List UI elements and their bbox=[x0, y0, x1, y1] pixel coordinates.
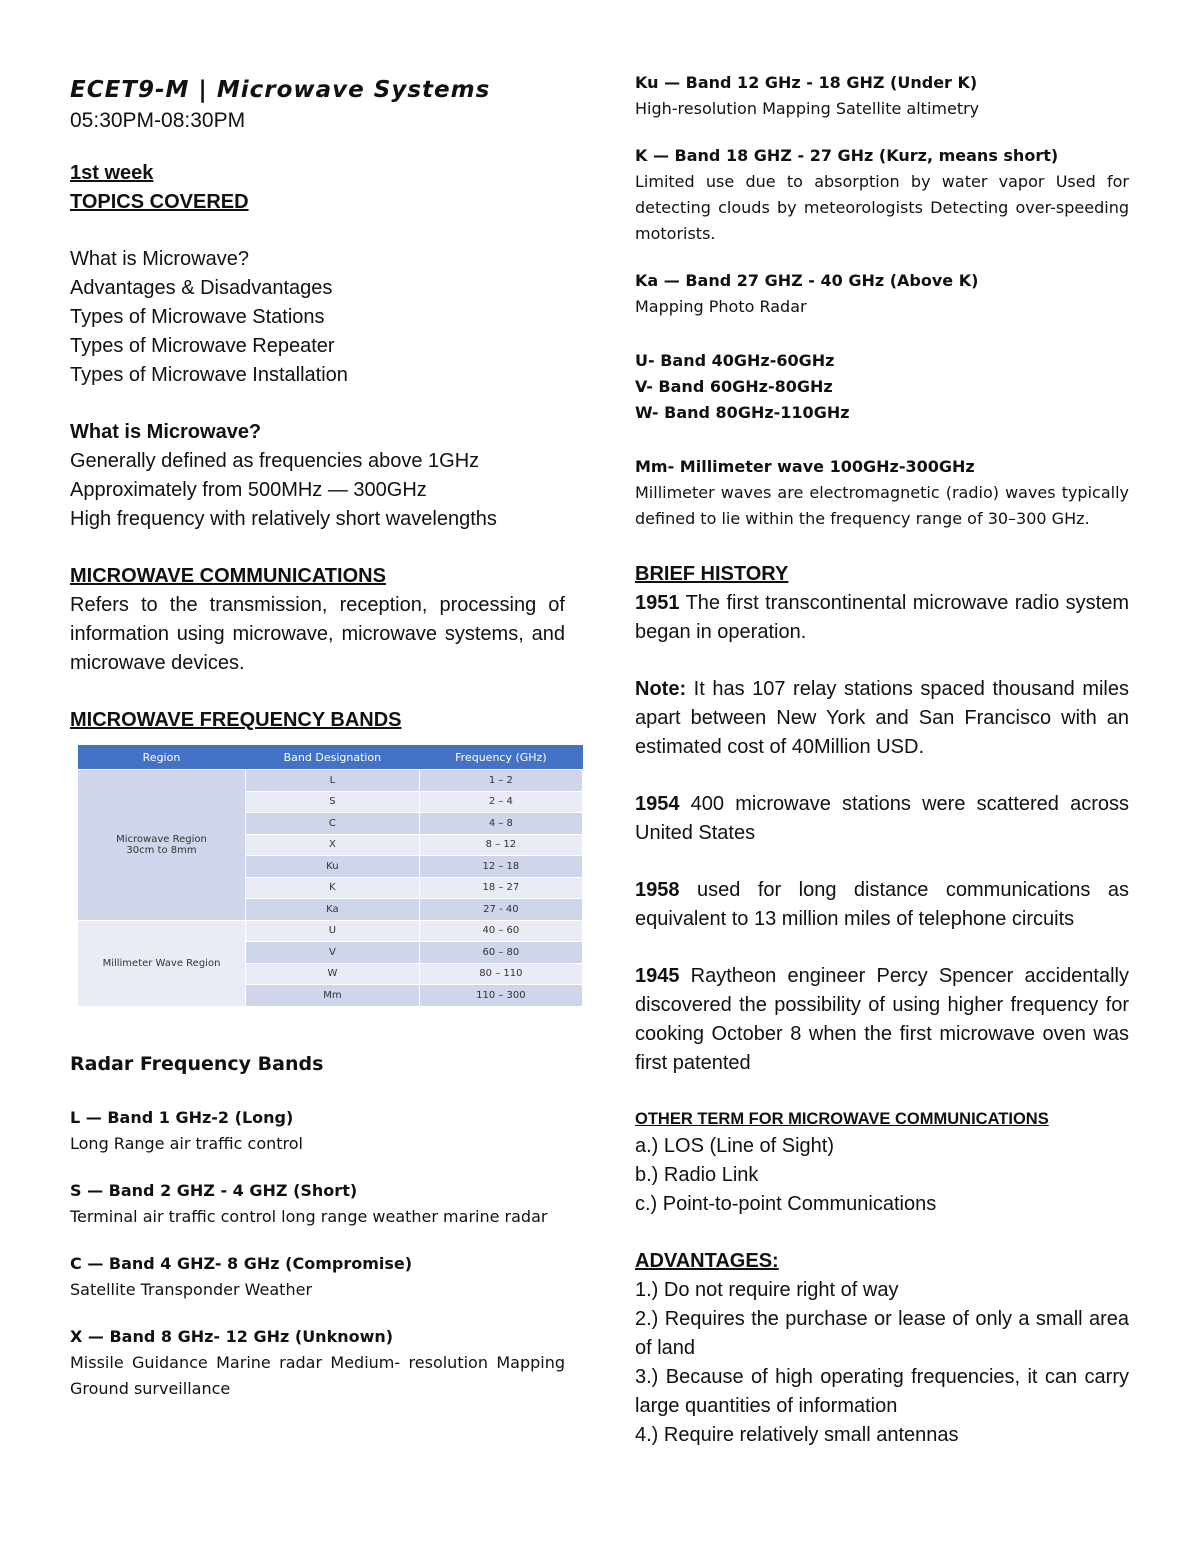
freq-cell: 110 – 300 bbox=[419, 985, 582, 1007]
list-item: a.) LOS (Line of Sight) bbox=[635, 1135, 834, 1157]
list-item: 2.) Requires the purchase or lease of only a small area of land bbox=[635, 1308, 1129, 1359]
freq-cell: 8 – 12 bbox=[419, 834, 582, 856]
freq-cell: 40 – 60 bbox=[419, 920, 582, 942]
table-row bbox=[78, 920, 583, 942]
band-description: Terminal air traffic control long range weather marine radar bbox=[70, 1206, 548, 1226]
list-item: c.) Point-to-point Communications bbox=[635, 1193, 937, 1215]
topics-list bbox=[70, 245, 565, 390]
comms-heading: MICROWAVE COMMUNICATIONS bbox=[70, 565, 386, 587]
band-cell: L bbox=[246, 770, 420, 792]
topics-heading: TOPICS COVERED bbox=[70, 191, 249, 213]
band-cell: W bbox=[246, 963, 420, 985]
freq-cell: 60 – 80 bbox=[419, 942, 582, 964]
page-title: ECET9-M | Microwave Systems bbox=[70, 77, 491, 103]
history-item: 1951 The first transcontinental microwave radio system began in operation. bbox=[635, 592, 1129, 643]
what-is-line: Approximately from 500MHz — 300GHz bbox=[70, 479, 427, 501]
band-heading: S — Band 2 GHZ - 4 GHZ (Short) bbox=[70, 1180, 358, 1200]
list-item: Types of Microwave Stations bbox=[70, 306, 325, 328]
freq-cell: 80 – 110 bbox=[419, 963, 582, 985]
radar-band-item bbox=[70, 1178, 565, 1230]
band-cell: C bbox=[246, 813, 420, 835]
band-description: Missile Guidance Marine radar Medium- resolution Mapping Ground surveillance bbox=[70, 1352, 565, 1398]
band-cell: X bbox=[246, 834, 420, 856]
table-header: Region bbox=[78, 745, 246, 770]
radar-band-item bbox=[70, 1105, 565, 1157]
band-cell: Mm bbox=[246, 985, 420, 1007]
list-item: 1.) Do not require right of way bbox=[635, 1279, 899, 1301]
band-heading: X — Band 8 GHz- 12 GHz (Unknown) bbox=[70, 1326, 394, 1346]
advantages-heading: ADVANTAGES: bbox=[635, 1250, 779, 1272]
region-cell: Millimeter Wave Region bbox=[78, 920, 246, 1006]
radar-heading: Radar Frequency Bands bbox=[70, 1052, 324, 1075]
freq-cell: 18 – 27 bbox=[419, 877, 582, 899]
uvw-bands bbox=[635, 348, 1129, 426]
freq-cell: 4 – 8 bbox=[419, 813, 582, 835]
freq-cell: 1 – 2 bbox=[419, 770, 582, 792]
what-is-line: Generally defined as frequencies above 1GHz bbox=[70, 450, 480, 472]
band-description: Millimeter waves are electromagnetic (radio) waves typically defined to lie within the frequency range of 30–300 GHz. bbox=[635, 483, 1129, 528]
left-column bbox=[70, 70, 565, 1423]
radar-band-item bbox=[635, 268, 1129, 320]
table-header: Frequency (GHz) bbox=[419, 745, 582, 770]
band-description: Long Range air traffic control bbox=[70, 1133, 303, 1153]
band-heading: Ku — Band 12 GHz - 18 GHZ (Under K) bbox=[635, 73, 978, 92]
freq-cell: 2 – 4 bbox=[419, 791, 582, 813]
list-item: 4.) Require relatively small antennas bbox=[635, 1424, 959, 1446]
radar-band-item bbox=[70, 1324, 565, 1402]
radar-band-item bbox=[635, 70, 1129, 122]
what-is-line: High frequency with relatively short wavelengths bbox=[70, 508, 497, 530]
freq-bands-heading: MICROWAVE FREQUENCY BANDS bbox=[70, 709, 402, 731]
band-heading: U- Band 40GHz-60GHz bbox=[635, 351, 835, 370]
what-is-heading: What is Microwave? bbox=[70, 421, 262, 443]
history-heading: BRIEF HISTORY bbox=[635, 563, 789, 585]
table-row bbox=[78, 770, 583, 792]
band-cell: V bbox=[246, 942, 420, 964]
history-item: 1945 Raytheon engineer Percy Spencer accidentally discovered the possibility of using higher frequency for cooking October 8 when the first microwave oven was first patented bbox=[635, 965, 1129, 1074]
comms-text: Refers to the transmission, reception, processing of information using microwave, microwave systems, and microwave devices. bbox=[70, 594, 565, 674]
freq-cell: 27 - 40 bbox=[419, 899, 582, 921]
band-cell: Ku bbox=[246, 856, 420, 878]
band-cell: U bbox=[246, 920, 420, 942]
band-description: High-resolution Mapping Satellite altimetry bbox=[635, 99, 980, 118]
freq-cell: 12 – 18 bbox=[419, 856, 582, 878]
history-item: 1954 400 microwave stations were scattered across United States bbox=[635, 793, 1129, 844]
band-cell: Ka bbox=[246, 899, 420, 921]
band-cell: K bbox=[246, 877, 420, 899]
band-heading: L — Band 1 GHz-2 (Long) bbox=[70, 1107, 294, 1127]
radar-band-item bbox=[70, 1251, 565, 1303]
band-description: Mapping Photo Radar bbox=[635, 297, 807, 316]
frequency-bands-table bbox=[77, 745, 583, 1007]
history-item: Note: It has 107 relay stations spaced thousand miles apart between New York and San Francisco with an estimated cost of 40Million USD. bbox=[635, 678, 1129, 758]
band-heading: C — Band 4 GHZ- 8 GHz (Compromise) bbox=[70, 1253, 413, 1273]
list-item: Types of Microwave Repeater bbox=[70, 335, 335, 357]
list-item: 3.) Because of high operating frequencies, it can carry large quantities of information bbox=[635, 1366, 1129, 1417]
radar-band-item bbox=[635, 454, 1129, 532]
list-item: b.) Radio Link bbox=[635, 1164, 759, 1186]
band-heading: Ka — Band 27 GHZ - 40 GHz (Above K) bbox=[635, 271, 979, 290]
list-item: What is Microwave? bbox=[70, 248, 249, 270]
other-terms-heading: OTHER TERM FOR MICROWAVE COMMUNICATIONS bbox=[635, 1110, 1049, 1128]
region-cell: Microwave Region 30cm to 8mm bbox=[78, 770, 246, 921]
band-heading: Mm- Millimeter wave 100GHz-300GHz bbox=[635, 457, 975, 476]
right-column bbox=[635, 70, 1129, 1450]
band-heading: W- Band 80GHz-110GHz bbox=[635, 403, 850, 422]
band-cell: S bbox=[246, 791, 420, 813]
class-time: 05:30PM-08:30PM bbox=[70, 109, 246, 132]
history-item: 1958 used for long distance communications as equivalent to 13 million miles of telephone circuits bbox=[635, 879, 1129, 930]
list-item: Advantages & Disadvantages bbox=[70, 277, 333, 299]
radar-band-item bbox=[635, 143, 1129, 247]
band-heading: V- Band 60GHz-80GHz bbox=[635, 377, 833, 396]
band-description: Limited use due to absorption by water vapor Used for detecting clouds by meteorologists Detecting over-speeding motorists. bbox=[635, 172, 1129, 243]
list-item: Types of Microwave Installation bbox=[70, 364, 348, 386]
week-label: 1st week bbox=[70, 162, 154, 184]
table-header: Band Designation bbox=[246, 745, 420, 770]
band-heading: K — Band 18 GHZ - 27 GHz (Kurz, means short) bbox=[635, 146, 1059, 165]
band-description: Satellite Transponder Weather bbox=[70, 1279, 313, 1299]
